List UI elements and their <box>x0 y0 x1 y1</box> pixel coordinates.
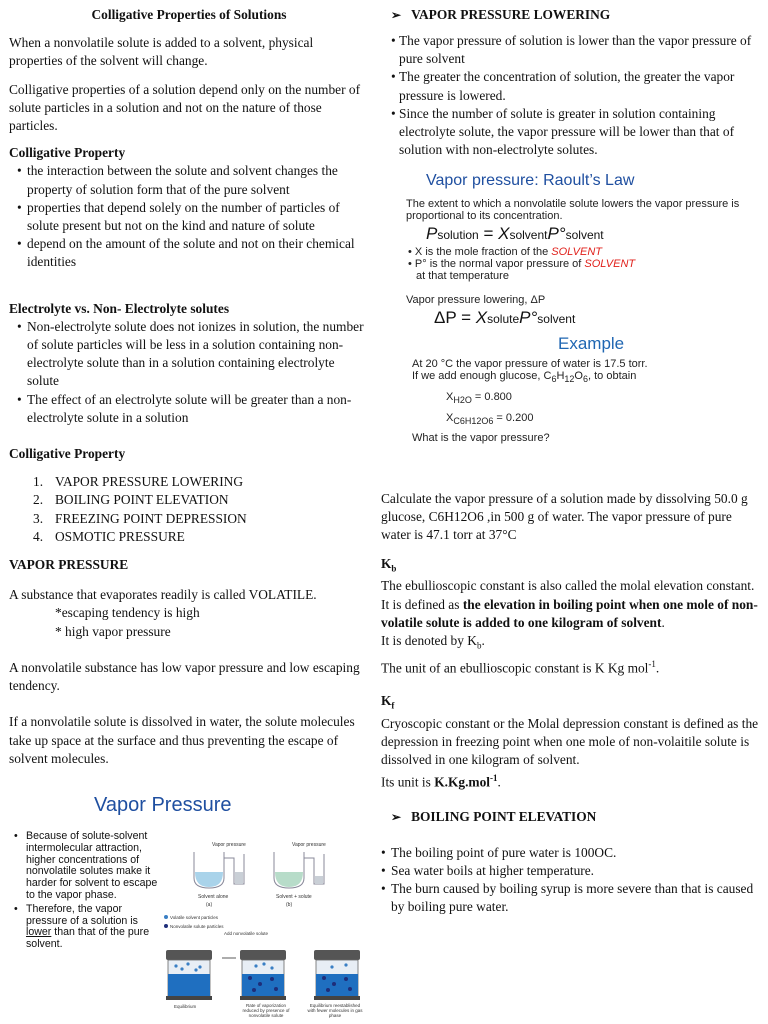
left-column <box>9 6 369 768</box>
flask-b-liquid <box>275 872 303 887</box>
vapor-pressure-figure <box>12 794 372 1019</box>
vapor-pressure-lowering-list <box>381 32 761 159</box>
raoult-title: Vapor pressure: Raoult’s Law <box>426 172 635 189</box>
example-line-2: If we add enough glucose, $C_6H_{12}O_6$, to obtain <box>412 370 637 385</box>
list-item: • Sea water boils at higher temperature. <box>381 862 761 880</box>
legend-solute: Nonvolatile solute particles <box>170 924 224 929</box>
raoult-lowering-label: Vapor pressure lowering, ΔP <box>406 294 546 306</box>
list-item: 4. OSMOTIC PRESSURE <box>33 528 185 544</box>
kb-definition-2: It is defined as the elevation in boiling point when one mole of non-volatile solute is added to one kilogram of solvent. <box>381 596 758 630</box>
raoult-intro: The extent to which a nonvolatile solute lowers the vapor pressure is proportional to its concentration. <box>406 198 740 222</box>
kf-heading: $K_f$ <box>381 692 395 711</box>
legend-solvent: Volatile solvent particles <box>170 915 219 920</box>
escaping-tendency-note: *escaping tendency is high <box>55 605 200 621</box>
kb-definition-1: The ebullioscopic constant is also called the molal elevation constant. <box>381 578 755 594</box>
beaker-equilibrium <box>166 950 212 1000</box>
legend-solute-dot <box>164 924 168 928</box>
list-item: • The boiling point of pure water is 100OC. <box>381 844 761 862</box>
figure-title: Vapor Pressure <box>94 794 232 816</box>
list-item: 2. BOILING POINT ELEVATION <box>33 492 229 508</box>
list-item: • The greater the concentration of solution, the greater the vapor pressure is lowered. <box>381 68 761 104</box>
colligative-types-list <box>9 473 369 546</box>
boiling-point-list <box>381 844 761 917</box>
list-item: • The effect of an electrolyte solute will be greater than a non-electrolyte solute in a solution <box>9 391 369 427</box>
list-item: 3. FREEZING POINT DEPRESSION <box>33 510 247 526</box>
intro-paragraph: When a nonvolatile solute is added to a solvent, physical properties of the solvent will change. <box>9 35 314 69</box>
solvent-solute-label: Solvent + solute <box>276 894 312 900</box>
caption-reduced: Rate of vaporization reduced by presence of nonvolatile solute <box>242 1003 290 1018</box>
list-item: • depend on the amount of the solute and not on their chemical identities <box>9 235 369 271</box>
kf-definition: Cryoscopic constant or the Molal depression constant is defined as the depression in freezing point when one mole of non-volaitile solute is dissolved in one kilogram of solvent. <box>381 715 759 767</box>
volatile-paragraph: A substance that evaporates readily is called VOLATILE. <box>9 587 317 603</box>
definition-paragraph: Colligative properties of a solution depend only on the number of solute particles in a solution and not on the nature of those particles. <box>9 81 361 134</box>
raoult-temperature-note: at that temperature <box>416 270 509 282</box>
colligative-property-heading-2: Colligative Property <box>9 446 126 462</box>
vapor-pressure-illustration <box>164 838 364 1018</box>
boiling-point-elevation-heading: ➢ BOILING POINT ELEVATION <box>391 808 597 824</box>
list-item: • Because of solute-solvent intermolecular attraction, higher concentrations of nonvolatile solutes make it harder for solvent to escape to the vapor phase. <box>12 831 162 902</box>
right-column <box>381 6 761 159</box>
mole-fraction-water: $X_{H2O} = 0.800$ <box>446 391 512 406</box>
high-vapor-note: * high vapor pressure <box>55 623 171 639</box>
electrolyte-list <box>9 318 369 427</box>
mercury-b <box>315 876 323 884</box>
list-item: • the interaction between the solute and solvent changes the property of solution form that of the pure solvent <box>9 162 369 198</box>
vapor-pressure-label-a: Vapor pressure <box>212 842 246 848</box>
label-b: (b) <box>286 902 293 908</box>
vapor-pressure-lowering-heading: ➢ VAPOR PRESSURE LOWERING <box>391 7 611 22</box>
add-solute-label: Add nonvolatile solute <box>224 931 269 936</box>
example-question: What is the vapor pressure? <box>412 431 550 444</box>
raoult-x-definition: • X is the mole fraction of the SOLVENT <box>408 246 603 258</box>
caption-equilibrium: Equilibrium <box>174 1004 197 1009</box>
calculation-problem: Calculate the vapor pressure of a solution made by dissolving 50.0 g glucose, C6H12O6 ,in 500 g of water. The vapor pressure of pure water is 47.1 torr at 37°C <box>381 491 748 543</box>
arrow-bullet-icon: ➢ <box>391 8 402 22</box>
colligative-property-list <box>9 162 369 271</box>
kf-unit: Its unit is K.Kg.mol$^{-1}$. <box>381 773 501 790</box>
raoults-law-figure <box>406 172 751 477</box>
electrolyte-heading: Electrolyte vs. Non- Electrolyte solutes <box>9 300 230 316</box>
raoult-p-definition: • P° is the normal vapor pressure of SOLVENT <box>408 258 636 270</box>
label-a: (a) <box>206 902 213 908</box>
list-item: • Therefore, the vapor pressure of a solution is lower than that of the pure solvent. <box>12 904 162 951</box>
caption-reestablished: Equilibrium reestablished with fewer molecules in gas phase <box>307 1003 363 1018</box>
kb-heading: $K_b$ <box>381 555 397 574</box>
list-item: • Since the number of solute is greater in solution containing electrolyte solute, the vapor pressure will be lower than that of solution with non-electrolyte solutes. <box>381 105 761 160</box>
nonvolatile-paragraph: A nonvolatile substance has low vapor pressure and low escaping tendency. <box>9 659 360 694</box>
beaker-reduced <box>240 950 286 1000</box>
right-column-lower <box>381 490 761 917</box>
list-item: • Non-electrolyte solute does not ionizes in solution, the number of solute particles will be less in a solution containing non-electrolyte solute than in a solution containing electrolyte solute <box>9 318 369 391</box>
flask-a-liquid <box>195 872 223 887</box>
raoult-lowering-equation: ΔP = XsoluteP°solvent <box>434 308 576 327</box>
vapor-pressure-heading: VAPOR PRESSURE <box>9 557 129 573</box>
mole-fraction-glucose: $X_{C6H12O6} = 0.200$ <box>446 412 534 427</box>
solvent-alone-label: Solvent alone <box>198 894 229 900</box>
example-line-1: At 20 °C the vapor pressure of water is 17.5 torr. <box>412 358 648 370</box>
vapor-pressure-label-b: Vapor pressure <box>292 842 326 848</box>
example-heading: Example <box>558 334 625 353</box>
legend-solvent-dot <box>164 915 168 919</box>
figure-bullets <box>12 831 162 951</box>
kb-denoted: It is denoted by $K_b$. <box>381 633 485 651</box>
list-item: • The burn caused by boiling syrup is more severe than that is caused by boiling pure water. <box>381 880 761 916</box>
list-item: • The vapor pressure of solution is lower than the vapor pressure of pure solvent <box>381 32 761 68</box>
solute-surface-paragraph: If a nonvolatile solute is dissolved in water, the solute molecules take up space at the surface and thus preventing the escape of solvent molecules. <box>9 714 355 766</box>
kb-unit: The unit of an ebullioscopic constant is K Kg mol$^{-1}$. <box>381 658 660 676</box>
mercury-a <box>235 872 243 884</box>
colligative-property-heading: Colligative Property <box>9 145 126 161</box>
arrow-bullet-icon: ➢ <box>391 809 402 824</box>
beaker-reestablished <box>314 950 360 1000</box>
list-item: • properties that depend solely on the number of particles of solute present but not on the kind and nature of solute <box>9 199 369 235</box>
document-title: Colligative Properties of Solutions <box>91 7 287 22</box>
list-item: 1. VAPOR PRESSURE LOWERING <box>33 474 243 490</box>
raoult-equation: Psolution = XsolventP°solvent <box>426 224 604 243</box>
